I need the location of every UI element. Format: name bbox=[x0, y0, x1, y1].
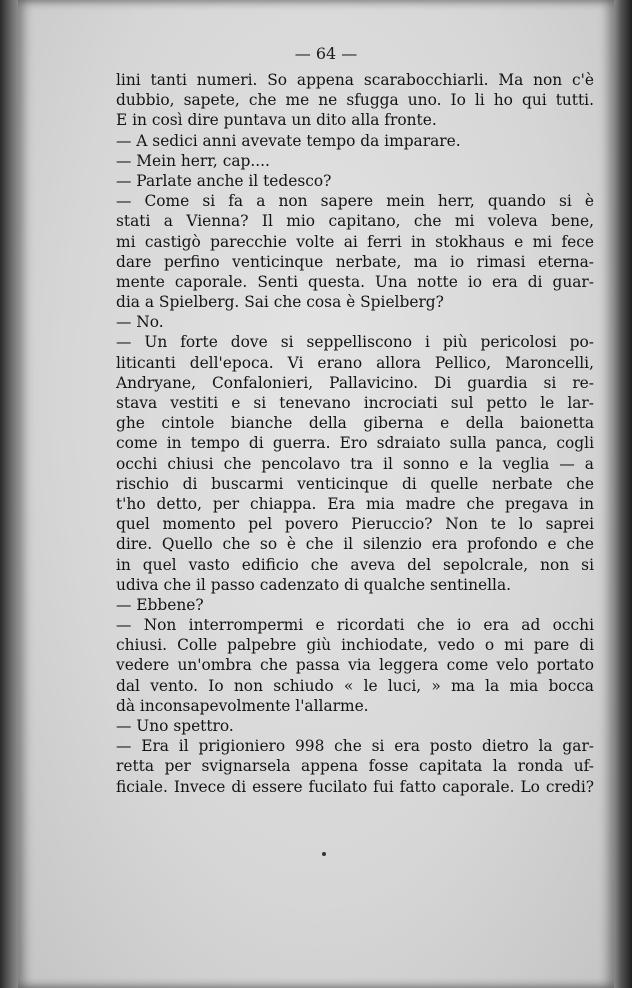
text-line: ficiale. Invece di essere fucilato fui fatto caporale. Lo credi? bbox=[116, 777, 594, 796]
text-line: ghe cintole bianche della giberna e della baionetta bbox=[116, 414, 594, 433]
text-line: liticanti dell'epoca. Vi erano allora Pellico, Maroncelli, bbox=[116, 353, 594, 372]
text-line: quel momento pel povero Pieruccio? Non te lo saprei bbox=[116, 515, 594, 534]
text-line: vedere un'ombra che passa via leggera come velo portato bbox=[116, 656, 594, 675]
text-line: retta per svignarsela appena fosse capitata la ronda uf- bbox=[116, 757, 594, 776]
text-line: Andryane, Confalonieri, Pallavicino. Di guardia si re- bbox=[116, 373, 594, 392]
text-line: E in così dire puntava un dito alla fronte. bbox=[116, 111, 437, 130]
text-line: — Non interrompermi e ricordati che io era ad occhi bbox=[116, 616, 594, 635]
text-line: chiusi. Colle palpebre giù inchiodate, vedo o mi pare di bbox=[116, 636, 594, 655]
text-line: in quel vasto edificio che aveva del sepolcrale, non si bbox=[116, 555, 594, 574]
text-line: t'ho detto, per chiappa. Era mia madre che pregava in bbox=[116, 494, 594, 513]
body-text bbox=[116, 70, 594, 797]
text-line: dare perfino venticinque nerbate, ma io rimasi eterna- bbox=[116, 252, 594, 271]
text-line: — Parlate anche il tedesco? bbox=[116, 171, 332, 190]
page-number: — 64 — bbox=[294, 44, 358, 63]
text-line: — Era il prigioniero 998 che si era posto dietro la gar- bbox=[116, 737, 594, 756]
text-line: — No. bbox=[116, 313, 164, 332]
text-line: occhi chiusi che pencolavo tra il sonno e la veglia — a bbox=[116, 454, 594, 473]
text-line: dà inconsapevolmente l'allarme. bbox=[116, 696, 369, 715]
text-line: — Ebbene? bbox=[116, 595, 204, 614]
text-line: lini tanti numeri. So appena scarabocchiarli. Ma non c'è bbox=[116, 71, 594, 89]
text-line: — Mein herr, cap.... bbox=[116, 151, 270, 170]
text-line: dia a Spielberg. Sai che cosa è Spielberg? bbox=[116, 293, 444, 312]
text-line: dire. Quello che so è che il silenzio era profondo e che bbox=[116, 535, 594, 554]
text-line: — Uno spettro. bbox=[116, 717, 234, 735]
text-line: — Come si fa a non sapere mein herr, quando si è bbox=[116, 192, 594, 211]
text-line: mente caporale. Senti questa. Una notte io era di guar- bbox=[116, 272, 594, 291]
text-line: udiva che il passo cadenzato di qualche sentinella. bbox=[116, 575, 512, 594]
text-line: stava vestiti e si tenevano incrociati sul petto le lar- bbox=[116, 394, 594, 412]
text-line: rischio di buscarmi venticinque di quelle nerbate che bbox=[116, 474, 594, 493]
text-line: dal vento. Io non schiudo « le luci, » ma la mia bocca bbox=[116, 676, 594, 695]
text-line: — A sedici anni avevate tempo da imparare. bbox=[116, 131, 461, 150]
text-line: mi castigò parecchie volte ai ferri in stokhaus e mi fece bbox=[116, 232, 594, 251]
text-line: dubbio, sapete, che me ne sfugga uno. Io li ho qui tutti. bbox=[116, 91, 594, 110]
text-line: — Un forte dove si seppelliscono i più pericolosi po- bbox=[116, 333, 594, 352]
text-line: stati a Vienna? Il mio capitano, che mi voleva bene, bbox=[116, 212, 594, 231]
ink-spot bbox=[322, 852, 326, 856]
text-line: come in tempo di guerra. Ero sdraiato sulla panca, cogli bbox=[116, 434, 594, 453]
